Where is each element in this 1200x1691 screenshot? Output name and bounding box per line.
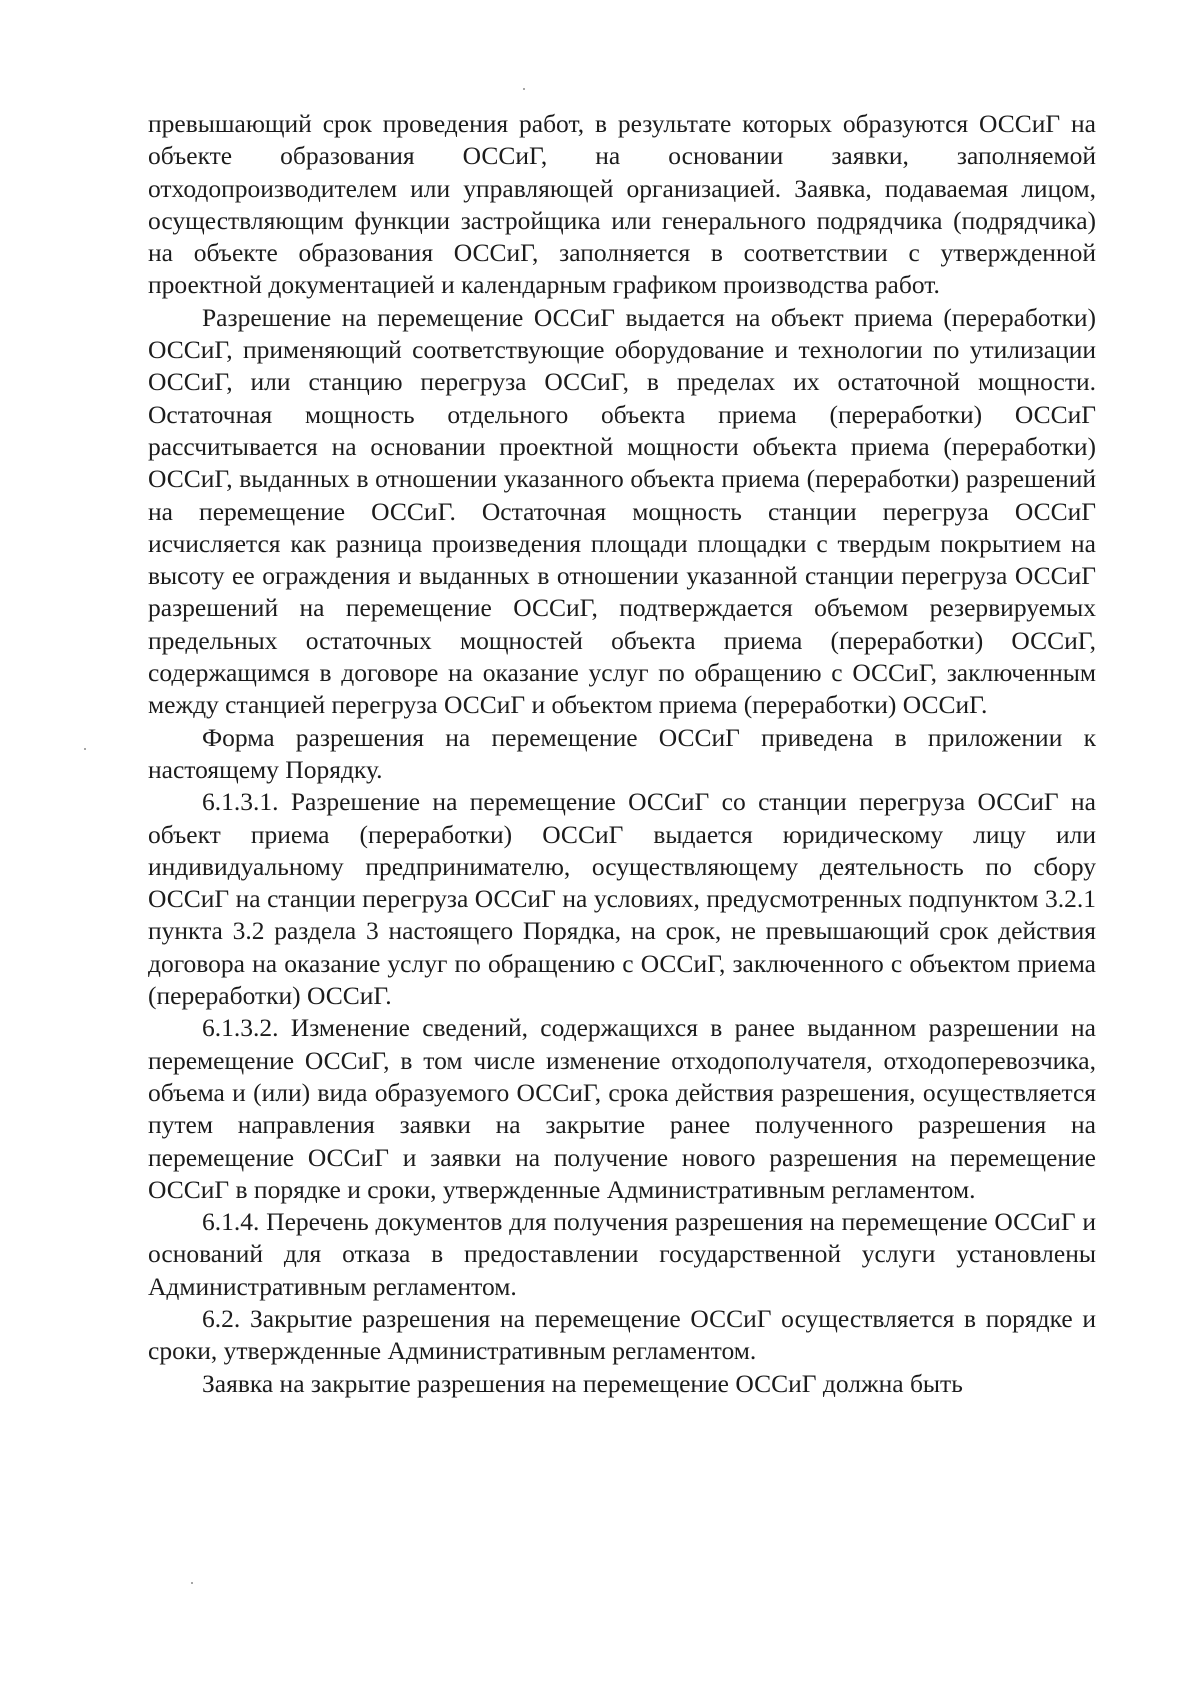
document-body bbox=[148, 108, 1096, 1400]
paragraph-6-1-4: 6.1.4. Перечень документов для получения разрешения на перемещение ОССиГ и оснований для отказа в предоставлении государственной услуги установлены Административным регламентом. bbox=[148, 1207, 1096, 1301]
scan-speck bbox=[523, 88, 525, 90]
paragraph-6-2: 6.2. Закрытие разрешения на перемещение ОССиГ осуществляется в порядке и сроки, утвержденные Административным регламентом. bbox=[148, 1303, 1096, 1366]
paragraph-permit-issuance: Разрешение на перемещение ОССиГ выдается на объект приема (переработки) ОССиГ, применяющий соответствующие оборудование и технологии по утилизации ОССиГ, или станцию перегруза ОССиГ, в пределах их остаточной мощности. Остаточная мощность отдельного объекта приема (переработки) ОССиГ рассчитывается на основании проектной мощности объекта приема (переработки) ОССиГ, выданных в отношении указанного объекта приема (переработки) разрешений на перемещение ОССиГ. Остаточная мощность станции перегруза ОССиГ исчисляется как разница произведения площади площадки с твердым покрытием на высоту ее ограждения и выданных в отношении указанной станции перегруза ОССиГ разрешений на перемещение ОССиГ, подтверждается объемом резервируемых предельных остаточных мощностей объекта приема (переработки) ОССиГ, содержащимся в договоре на оказание услуг по обращению с ОССиГ, заключенным между станцией перегруза ОССиГ и объектом приема (переработки) ОССиГ. bbox=[148, 302, 1096, 720]
paragraph-continuation: превышающий срок проведения работ, в результате которых образуются ОССиГ на объекте образования ОССиГ, на основании заявки, заполняемой отходопроизводителем или управляющей организацией. Заявка, подаваемая лицом, осуществляющим функции застройщика или генерального подрядчика (подрядчика) на объекте образования ОССиГ, заполняется в соответствии с утвержденной проектной документацией и календарным графиком производства работ. bbox=[148, 109, 1096, 300]
scan-speck bbox=[191, 1582, 193, 1584]
paragraph-permit-form: Форма разрешения на перемещение ОССиГ приведена в приложении к настоящему Порядку. bbox=[148, 722, 1096, 784]
paragraph-6-1-3-1: 6.1.3.1. Разрешение на перемещение ОССиГ со станции перегруза ОССиГ на объект приема (переработки) ОССиГ выдается юридическому лицу или индивидуальному предпринимателю, осуществляющему деятельность по сбору ОССиГ на станции перегруза ОССиГ на условиях, предусмотренных подпунктом 3.2.1 пункта 3.2 раздела 3 настоящего Порядка, на срок, не превышающий срок действия договора на оказание услуг по обращению с ОССиГ, заключенного с объектом приема (переработки) ОССиГ. bbox=[148, 787, 1096, 1011]
paragraph-closure-application: Заявка на закрытие разрешения на перемещение ОССиГ должна быть bbox=[202, 1368, 963, 1398]
scan-speck bbox=[84, 748, 86, 750]
paragraph-6-1-3-2: 6.1.3.2. Изменение сведений, содержащихся в ранее выданном разрешении на перемещение ОССиГ, в том числе изменение отходополучателя, отходоперевозчика, объема и (или) вида образуемого ОССиГ, срока действия разрешения, осуществляется путем направления заявки на закрытие ранее полученного разрешения на перемещение ОССиГ и заявки на получение нового разрешения на перемещение ОССиГ в порядке и сроки, утвержденные Административным регламентом. bbox=[148, 1013, 1096, 1204]
